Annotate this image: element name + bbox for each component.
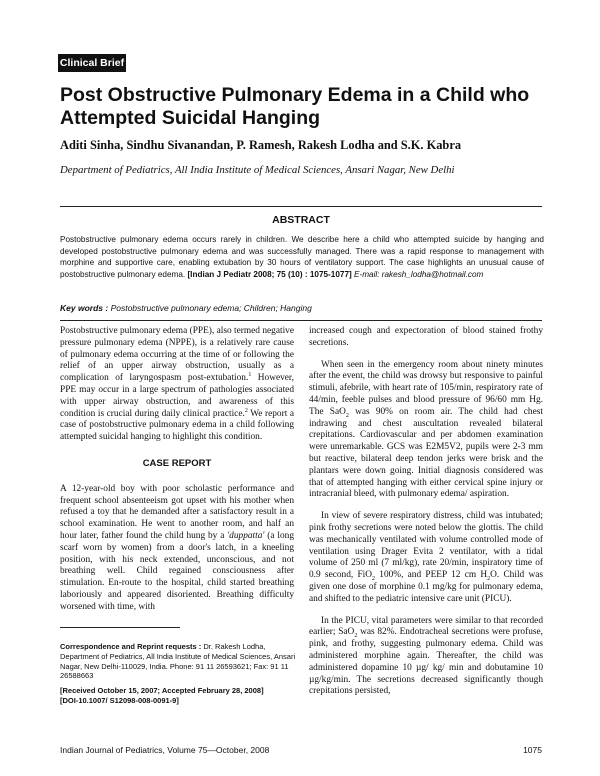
reference-2: 2 bbox=[244, 407, 248, 414]
doi: [DOI-10.1007/ S12098-008-0091-9] bbox=[60, 696, 179, 705]
article-type-badge: Clinical Brief bbox=[58, 54, 126, 72]
correspondence-text: Dr. Rakesh Lodha, Department of Pediatrics, All India Institute of Medical Sciences, Ansari Nagar, New Delhi-110029, India. Phone: 91 11 26593621; Fax: 91 11 26588663 bbox=[60, 642, 296, 681]
abstract-text bbox=[60, 234, 544, 281]
duppatta-term: 'duppatta' bbox=[227, 530, 265, 541]
right-paragraph-4: In the PICU, vital parameters were similar to that recorded earlier; SaO$_2$ was 82%. Endotracheal secretions were profuse, pink, and frothy, suggesting pulmonary edema. Child was administered morphine again. Thereafter, the child was administered dopamine 10 µg/ kg/ min and dobutamine 10 µg/kg/min. The secretions decreased significantly though crepitations persisted, bbox=[309, 615, 544, 697]
author-list: Aditi Sinha, Sindhu Sivanandan, P. Ramesh, Rakesh Lodha and S.K. Kabra bbox=[60, 138, 462, 152]
case-report-heading: CASE REPORT bbox=[142, 457, 212, 469]
right-paragraph-1: increased cough and expectoration of blood stained frothy secretions. bbox=[309, 326, 543, 348]
right-paragraph-3: In view of severe respiratory distress, child was intubated; pink frothy secretions were noted below the glottis. The child was mechanically ventilated with volume controlled mode of ventilation using Drager Evita 2 ventilator, with a tidal volume of 250 ml (7 ml/kg), rate 20/min, inspiratory time of 0.9 second, FiO$_2$ 100%, and PEEP 12 cm $H_2O$. Child was given one dose of morphine 0.1 mg/kg for pulmonary edema, and shifted to the pediatric intensive care unit (PICU). bbox=[309, 511, 543, 604]
reference-1: 1 bbox=[248, 372, 252, 379]
keywords bbox=[60, 303, 542, 313]
page-number: 1075 bbox=[523, 745, 542, 755]
article-title: Post Obstructive Pulmonary Edema in a Child who Attempted Suicidal Hanging bbox=[60, 84, 530, 129]
right-paragraph-2: When seen in the emergency room about ninety minutes after the event, the child was drowsy but responsive to painful stimuli, afebrile, with heart rate of 105/min, respiratory rate of 44/min, feeble pulses and blood pressure of 96/60 mm Hg. The SaO$_2$ was 90% on room air. The child had chest indrawing and chest auscultation revealed bilateral crepitations. Cardiovascular and per abdomen examination were unremarkable. GCS was E2M5V2, pupils were 2-3 mm but reactive, bilateral deep tendon jerks were brisk and the plantars were down going. Initial diagnosis considered was that of attempted hanging with either cervical spine injury or intracranial bleed, with pulmonary edema/ aspiration. bbox=[309, 359, 543, 500]
affiliation: Department of Pediatrics, All India Institute of Medical Sciences, Ansari Nagar, New Delhi bbox=[60, 164, 455, 176]
intro-paragraph: Postobstructive pulmonary edema (PPE), also termed negative pressure pulmonary edema (NPPE), is a relatively rare cause of pulmonary edema occurring at the time of or following the relief of an upper airway obstruction, usually as a complication of laryngospasm post-extubation.$^1$ However, PPE may occur in a large spectrum of pathologies associated with upper airway obstruction, and awareness of this condition is crucial during daily clinical practice.$^2$ We report a case of postobstructive pulmonary edema in a child following attempted suicidal hanging to highlight this condition. bbox=[60, 326, 295, 443]
correspondence-label: Correspondence and Reprint requests : bbox=[60, 642, 202, 651]
page-footer bbox=[60, 745, 542, 755]
footnote-rule bbox=[60, 627, 180, 628]
abstract-heading: ABSTRACT bbox=[272, 214, 330, 226]
journal-reference: Indian Journal of Pediatrics, Volume 75—October, 2008 bbox=[60, 745, 270, 755]
abstract-email: E-mail: rakesh_lodha@hotmail.com bbox=[354, 270, 484, 280]
right-column bbox=[309, 326, 543, 698]
case-paragraph: A 12-year-old boy with poor scholastic performance and frequent school absenteeism got upset with his mother when refused a toy that he demanded after a satisfactory result in a school examination. He went to another room, and half an hour later, father found the child hung by a 'duppatta' (a long scarf worn by women) from a door's latch, in a kneeling position, with his neck extended, unconscious, and not breathing well. Child regained consciousness after stimulation. En-route to the hospital, child started breathing laboriously and appeared disoriented. Breathing difficulty worsened with time, with bbox=[60, 483, 294, 612]
keywords-text: Postobstructive pulmonary edema; Children; Hanging bbox=[110, 303, 312, 313]
abstract-citation: [Indian J Pediatr 2008; 75 (10) : 1075-1077] bbox=[187, 270, 352, 280]
abstract-bottom-rule bbox=[60, 320, 542, 321]
abstract-body: Postobstructive pulmonary edema occurs rarely in children. We describe here a child who attempted suicide by hanging and developed postobstructive pulmonary edema and was successfully managed. There was a rapid response to management with morphine and supportive care, enabling extubation by 30 hours of ventilatory support. The case highlights an unusual cause of postobstructive pulmonary edema. bbox=[60, 235, 544, 280]
article-dates bbox=[60, 686, 300, 706]
abstract-top-rule bbox=[60, 206, 542, 207]
left-column bbox=[60, 326, 294, 614]
received-dates: [Received October 15, 2007; Accepted February 28, 2008] bbox=[60, 686, 264, 695]
correspondence-note bbox=[60, 642, 300, 681]
keywords-label: Key words : bbox=[60, 303, 109, 313]
